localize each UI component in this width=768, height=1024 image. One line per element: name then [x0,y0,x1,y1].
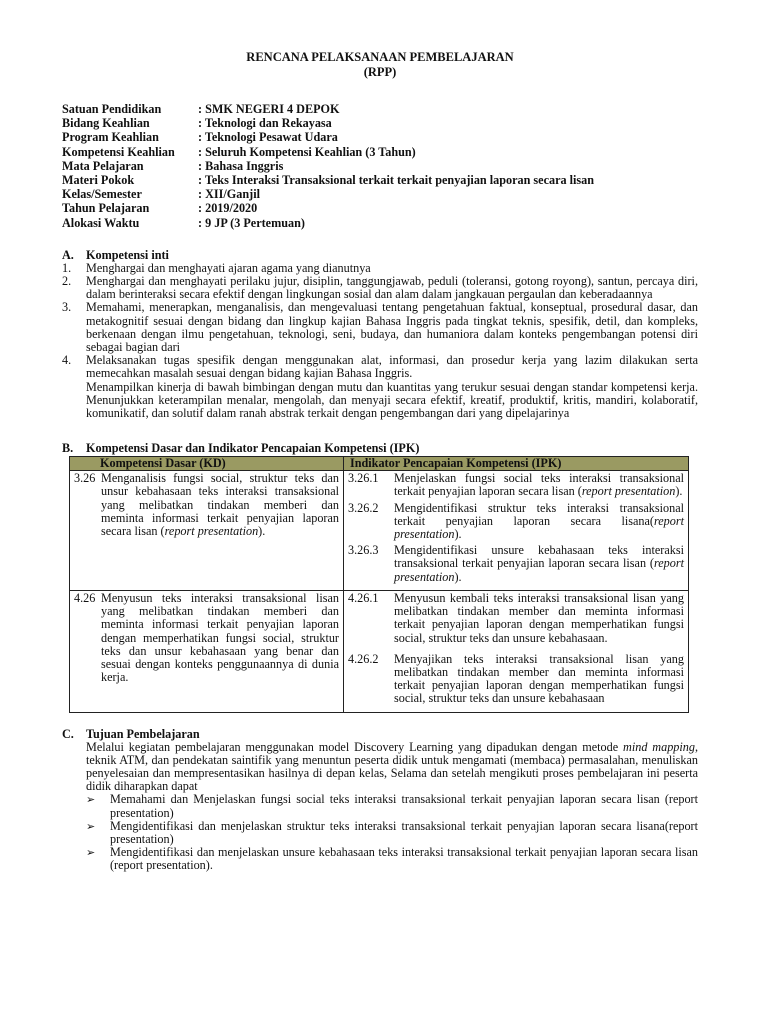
item-text: Menghargai dan menghayati ajaran agama yang dianutnya [86,260,371,275]
section-b-letter: B. [62,441,74,456]
section-a-title: Kompetensi inti [86,247,169,262]
ipk-cell [344,471,689,591]
section-tujuan-pembelajaran [62,727,698,873]
section-b-heading [62,441,698,455]
identity-row [62,145,698,159]
identity-row [62,173,698,187]
list-item [62,301,698,354]
kd-text: Menyusun teks interaksi transaksional lisan yang melibatkan tindakan memberi dan meminta informasi terkait penyajian laporan dengan memperhatikan fungsi social, struktur teks dan unsur kebahasaan yang benar dan sesuai dengan konteks penggunaannya di dunia kerja. [101,590,339,685]
identity-block [62,102,698,230]
arrow-bullet-icon: ➢ [86,819,96,833]
list-item [62,275,698,301]
kd-text: Menganalisis fungsi social, struktur teks dan unsur kebahasaan teks interaksi transaksional yang melibatkan tindakan memberi dan meminta informasi terkait penyajian laporan secara lisan (report presentation). [101,471,339,539]
rpp-document [62,50,698,873]
column-header-kd: Kompetensi Dasar (KD) [70,457,344,471]
identity-value: : SMK NEGERI 4 DEPOK [198,102,340,116]
identity-value: : Bahasa Inggris [198,158,284,173]
section-c-letter: C. [62,726,74,741]
identity-row [62,201,698,215]
ipk-item: 3.26.3 Mengidentifikasi unsure kebahasaan teks interaksi transaksional terkait penyajian laporan secara lisan (report presentation). [348,543,684,584]
identity-row [62,116,698,130]
identity-value: : Seluruh Kompetensi Keahlian (3 Tahun) [198,144,416,159]
identity-value: : 2019/2020 [198,201,258,216]
tujuan-bullet-list [86,793,698,872]
section-b-title: Kompetensi Dasar dan Indikator Pencapaian Kompetensi (IPK) [86,441,420,456]
kd-number: 3.26 [74,471,96,486]
document-subtitle: (RPP) [363,65,397,79]
ipk-item: 3.26.2 Mengidentifikasi struktur teks interaksi transaksional terkait penyajian laporan secara lisana(report presentation). [348,500,684,542]
section-kompetensi-inti [62,248,698,420]
section-a-letter: A. [62,247,74,262]
ipk-item: 4.26.1 Menyusun kembali teks interaksi transaksional lisan yang melibatkan tindakan member dan meminta informasi terkait penyajian laporan dengan memperhatikan fungsi social, struktur teks dan unsure kebahasaan. [348,590,684,645]
document-title: RENCANA PELAKSANAAN PEMBELAJARAN [246,50,514,64]
section-c-title: Tujuan Pembelajaran [86,726,200,741]
identity-row [62,102,698,116]
identity-label: Mata Pelajaran [62,158,144,173]
identity-row [62,130,698,144]
identity-label: Bidang Keahlian [62,116,150,131]
identity-label: Alokasi Waktu [62,215,140,230]
item-text: Menghargai dan menghayati perilaku jujur, disiplin, tanggungjawab, peduli (toleransi, gotong royong), santun, percaya diri, dalam berinteraksi secara efektif dengan lingkungan sosial dan alam dalam jangkauan pergaulan dan keberadaannya [86,274,698,302]
item-text: Melaksanakan tugas spesifik dengan menggunakan alat, informasi, dan prosedur kerja yang lazim dilakukan serta memecahkan masalah sesuai dengan bidang kajian Bahasa Inggris. [86,353,698,381]
kd-cell [70,590,344,712]
identity-value: : XII/Ganjil [198,187,260,202]
identity-label: Tahun Pelajaran [62,201,150,216]
item-text: Memahami, menerapkan, menganalisis, dan mengevaluasi tentang pengetahuan faktual, konseptual, prosedural dasar, dan metakognitif sesuai dengan bidang dan lingkup kajian Bahasa Inggris pada tingkat teknis, spesifik, detil, dan kompleks, berkenaan dengan ilmu pengetahuan, teknologi, seni, budaya, dan humaniora dalam konteks pengembangan potensi diri sebagai bagian dari [86,300,698,355]
identity-row [62,216,698,230]
item-number: 2. [62,274,72,289]
list-item [62,354,698,380]
identity-value: : Teknologi dan Rekayasa [198,116,332,131]
identity-value: : Teknologi Pesawat Udara [198,130,338,145]
identity-row [62,159,698,173]
identity-label: Program Keahlian [62,130,159,145]
item-number: 4. [62,353,72,368]
identity-label: Kompetensi Keahlian [62,144,175,159]
kd-number: 4.26 [74,590,96,605]
ipk-item: 3.26.1 Menjelaskan fungsi social teks interaksi transaksional terkait penyajian laporan secara lisan (report presentation). [348,471,684,499]
kompetensi-inti-extra-paragraph: Menampilkan kinerja di bawah bimbingan dengan mutu dan kuantitas yang terukur sesuai dengan standar kompetensi kerja. Menunjukkan keterampilan menalar, mengolah, dan menyaji secara efektif, kreatif, produktif, kritis, mandiri, kolaboratif, komunikatif, dan solutif dalam ranah abstrak terkait dengan pengembangan dari yang dipelajarinya [86,379,698,421]
arrow-bullet-icon: ➢ [86,793,96,807]
column-header-ipk: Indikator Pencapaian Kompetensi (IPK) [344,457,689,471]
kompetensi-inti-list [62,262,698,381]
table-header-row [70,457,689,471]
table-row [70,590,689,712]
section-c-heading [62,727,698,741]
list-item: ➢ Memahami dan Menjelaskan fungsi social teks interaksi transaksional terkait penyajian laporan secara lisan (report presentation) [86,792,698,820]
identity-value: : Teks Interaksi Transaksional terkait terkait penyajian laporan secara lisan [198,173,595,188]
arrow-bullet-icon: ➢ [86,846,96,860]
identity-value: : 9 JP (3 Pertemuan) [198,215,305,230]
table-row [70,471,689,591]
section-a-heading [62,248,698,262]
identity-label: Materi Pokok [62,173,135,188]
tujuan-intro-paragraph: Melalui kegiatan pembelajaran menggunakan model Discovery Learning yang dipadukan dengan metode mind mapping, teknik ATM, dan pendekatan saintifik yang menuntun peserta didik untuk mengamati (membaca) permasalahan, menuliskan penyelesaian dan mempresentasikan hasilnya di depan kelas, Selama dan setelah mengikuti proses pembelajaran ini peserta didik diharapkan dapat [86,739,698,794]
item-number: 1. [62,260,72,275]
ipk-cell [344,590,689,712]
item-number: 3. [62,300,72,315]
ipk-item: 4.26.2 Menyajikan teks interaksi transaksional lisan yang melibatkan tindakan member dan meminta informasi terkait penyajian laporan dengan memperhatikan fungsi social, struktur teks dan unsure kebahasaan [348,651,684,706]
list-item: ➢ Mengidentifikasi dan menjelaskan struktur teks interaksi transaksional terkait penyajian laporan secara lisana(report presentation) [86,818,698,846]
identity-label: Satuan Pendidikan [62,102,162,116]
identity-label: Kelas/Semester [62,187,142,202]
kd-cell [70,471,344,591]
section-kd-ipk [62,441,698,712]
kd-ipk-table [69,456,689,712]
identity-row [62,187,698,201]
list-item: ➢ Mengidentifikasi dan menjelaskan unsure kebahasaan teks interaksi transaksional terkait penyajian laporan secara lisan (report presentation). [86,845,698,873]
